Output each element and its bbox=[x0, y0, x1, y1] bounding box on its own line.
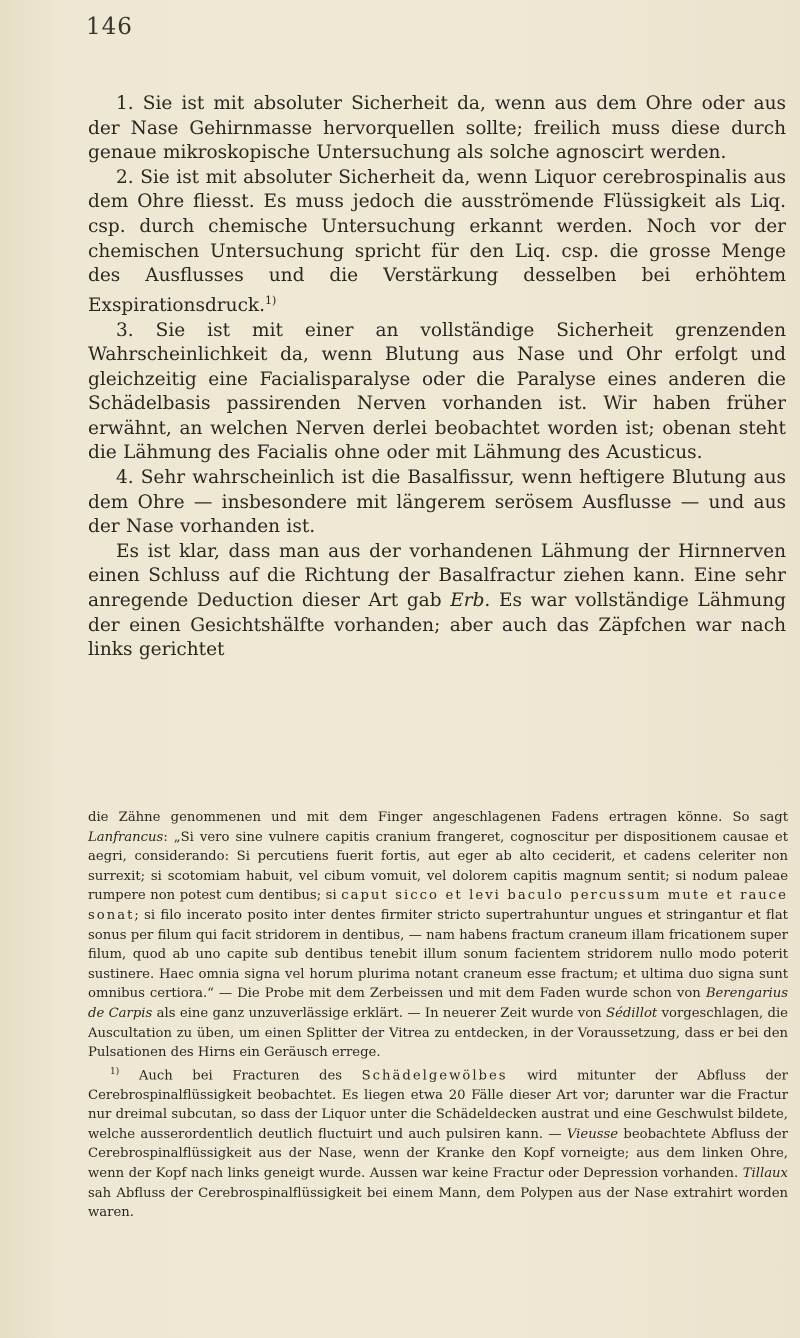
footnote-a-text-1: die Zähne genommenen und mit dem Finger angeschlagenen Fadens ertragen könne. So sagt bbox=[88, 810, 788, 825]
footnote-1-text-1: Auch bei Fracturen des bbox=[138, 1068, 343, 1084]
page-number: 146 bbox=[86, 14, 133, 40]
paragraph-5-text-a: Es ist klar, dass man aus der vorhandenen Lähmung der Hirnnerven einen Schluss auf die Richtung der Basalfractur ziehen kann. Eine sehr anregende Deduction dieser Art gab bbox=[88, 540, 786, 612]
paragraph-2 bbox=[88, 166, 786, 319]
author-vieusse: Vieusse bbox=[566, 1126, 619, 1142]
footnote-1-text-4: sah Abfluss der Cerebrospinalflüssigkeit bei einem Mann, dem Polypen aus der Nase extrahirt worden waren. bbox=[88, 1185, 788, 1221]
author-tillaux: Tillaux bbox=[742, 1166, 788, 1182]
author-erb: Erb. bbox=[450, 590, 491, 612]
main-text-body bbox=[88, 92, 786, 663]
paragraph-4: 4. Sehr wahrscheinlich ist die Basalfissur, wenn heftigere Blutung aus dem Ohre — insbesondere mit längerem serösem Ausflusse — und aus der Nase vorhanden ist. bbox=[88, 467, 786, 538]
author-lanfrancus: Lanfrancus bbox=[88, 829, 164, 845]
author-berengarius: Berengarius de Carpis bbox=[88, 986, 788, 1021]
footnote-1-marker: 1) bbox=[110, 1066, 120, 1077]
footnote-1 bbox=[88, 1063, 788, 1223]
footnote-1-text-2: wird mitunter der Abfluss der Cerebrospinalflüssigkeit beobachtet. Es liegen etwa 20 Fälle dieser Art vor; darunter war die Fractur nur dreimal subcutan, so dass der Liquor unter die Schädeldecken austrat und eine Geschwulst bildete, welche ausserordentlich deutlich fluctuirt und auch pulsiren kann. — bbox=[88, 1068, 788, 1142]
footnote-a-text-3: ; si filo incerato posito inter dentes firmiter stricto supertrahuntur ungues et stringantur et flat sonus per filum qui facit stridorem in dentibus, — nam habens fractum craneum illam fricationem super filum, quod ab uno capite sub dentibus tenebit illum sonum facientem stridorem nullo modo poterit sustinere. Haec omnia signa vel horum plurima notant craneum esse fractum; et ultima duo signa sunt omnibus certiora.“ — Die Probe mit dem Zerbeissen und mit dem Faden wurde schon von bbox=[88, 907, 788, 1002]
footnotes bbox=[88, 808, 788, 1223]
footnote-1-text-3: beobachtete Abfluss der Cerebrospinalflüssigkeit aus der Nase, wenn der Kranke den Kopf vorneigte; aus dem linken Ohre, wenn der Kopf nach links geneigt wurde. Aussen war keine Fractur oder Depression vorhanden. bbox=[88, 1126, 788, 1182]
footnote-ref-1: 1) bbox=[265, 293, 277, 307]
paragraph-3: 3. Sie ist mit einer an vollständige Sicherheit grenzenden Wahrscheinlichkeit da, wenn Blutung aus Nase und Ohr erfolgt und gleichzeitig eine Facialisparalyse oder die Paralyse eines anderen die Schädelbasis passirenden Nerven vorhanden ist. Wir haben früher erwähnt, an welchen Nerven derlei beobachtet worden ist; obenan steht die Lähmung des Facialis ohne oder mit Lähmung des Acusticus. bbox=[88, 319, 786, 464]
paragraph-5 bbox=[88, 540, 786, 663]
footnote-a-spaced: caput sicco et levi baculo percussum mute et rauce sonat bbox=[88, 888, 788, 923]
paragraph-2-text: 2. Sie ist mit absoluter Sicherheit da, wenn Liquor cerebrospinalis aus dem Ohre fliesst. Es muss jedoch die ausströmende Flüssigkeit als Liq. csp. durch chemische Untersuchung erkannt werden. Noch vor der chemischen Untersuchung spricht für den Liq. csp. die grosse Menge des Ausflusses und die Verstärkung desselben bei erhöhtem Exspirationsdruck. bbox=[88, 166, 786, 316]
paragraph-5-text-b: Es war vollständige Lähmung der einen Gesichtshälfte vorhanden; aber auch das Zäpfchen war nach links gerichtet bbox=[88, 590, 786, 661]
footnote-a-text-4: als eine ganz unzuverlässige erklärt. — In neuerer Zeit wurde von bbox=[156, 1005, 602, 1021]
footnote-a-text-5: vorgeschlagen, die Auscultation zu üben, um einen Splitter der Vitrea zu entdecken, in der Voraussetzung, dass er bei den Pulsationen des Hirns ein Geräusch errege. bbox=[88, 1005, 788, 1061]
author-sedillot: Sédillot bbox=[606, 1005, 658, 1021]
footnote-continued bbox=[88, 808, 788, 1063]
footnote-1-spaced: Schädelgewölbes bbox=[361, 1068, 508, 1084]
paragraph-1: 1. Sie ist mit absoluter Sicherheit da, wenn aus dem Ohre oder aus der Nase Gehirnmasse hervorquellen sollte; freilich muss diese durch genaue mikroskopische Untersuchung als solche agnoscirt werden. bbox=[88, 93, 786, 164]
footnote-a-text-2: : „Si vero sine vulnere capitis cranium frangeret, cognoscitur per dispositionem causae et aegri, considerando: Si percutiens fuerit fortis, aut eger ab alto ceciderit, et cadens celeriter non surrexit; si scotomiam habuit, vel cibum vomuit, vel dolorem capitis magnum sentit; si nodum paleae rumpere non potest cum dentibus; si bbox=[88, 829, 788, 904]
